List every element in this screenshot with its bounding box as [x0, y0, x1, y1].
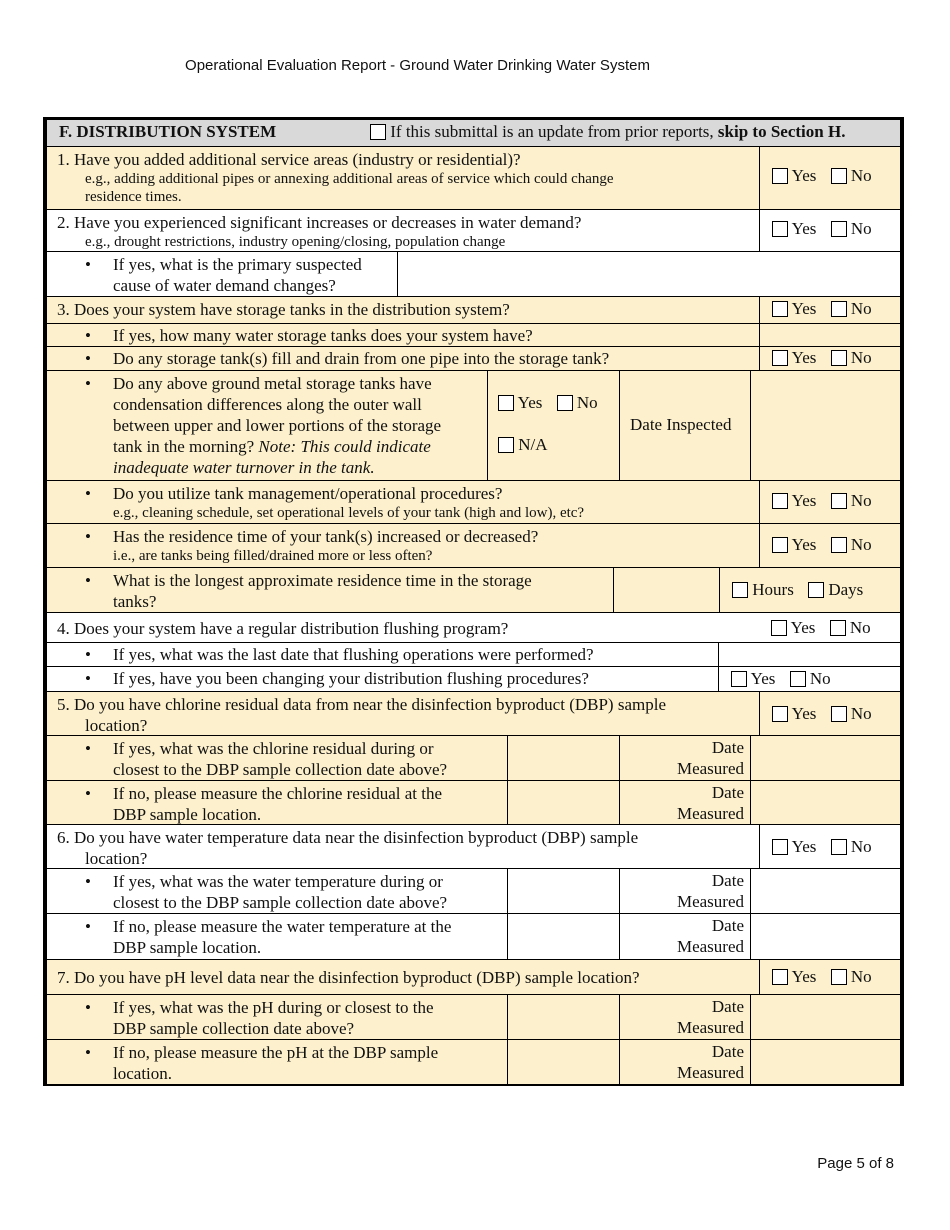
days-checkbox[interactable]	[808, 582, 824, 598]
q3-bullet2-row: • Do any storage tank(s) fill and drain from one pipe into the storage tank? Yes No	[47, 347, 900, 371]
q3-yes-checkbox[interactable]	[772, 301, 788, 317]
q3-yes-no: Yes No	[772, 299, 872, 319]
ph-measure-date-field[interactable]	[750, 1040, 900, 1084]
q3b2-yes-checkbox[interactable]	[772, 350, 788, 366]
q7-bullet1-text: If yes, what was the pH during or closest to the DBP sample collection date above?	[113, 998, 434, 1038]
page-header: Operational Evaluation Report - Ground Water Drinking Water System	[185, 57, 650, 74]
q7-yes-no: Yes No	[772, 967, 872, 987]
distribution-system-form	[43, 117, 904, 1086]
q3b5-yes-no: Yes No	[772, 535, 872, 555]
q4-row	[47, 613, 900, 643]
q6-bullet1-row: • If yes, what was the water temperature during or closest to the DBP sample collection date above? Date Measured	[47, 869, 900, 914]
water-temp-date-field[interactable]	[750, 869, 900, 913]
q3b3-na: N/A	[498, 435, 548, 455]
q3-bullet4-example: e.g., cleaning schedule, set operational levels of your tank (high and low), etc?	[113, 505, 585, 521]
q3b3-yes-no: Yes No	[498, 393, 598, 413]
q6-yes-checkbox[interactable]	[772, 839, 788, 855]
q6-bullet2-text: If no, please measure the water temperature at the DBP sample location.	[113, 917, 452, 957]
q3b2-no-checkbox[interactable]	[831, 350, 847, 366]
q3-bullet1-row: • If yes, how many water storage tanks does your system have?	[47, 324, 900, 347]
q3b4-yes-checkbox[interactable]	[772, 493, 788, 509]
hours-checkbox[interactable]	[732, 582, 748, 598]
q3-bullet3-text: Do any above ground metal storage tanks have condensation differences along the outer wall between upper and lower portions of the storage tank in the morning? Note: This could indicate inadequate water turnover in the tank.	[113, 374, 442, 477]
q3-bullet1-text: If yes, how many water storage tanks does your system have?	[113, 326, 533, 345]
q3b3-yes-checkbox[interactable]	[498, 395, 514, 411]
q6-bullet1-text: If yes, what was the water temperature during or closest to the DBP sample collection date above?	[113, 872, 448, 912]
q4b2-no-checkbox[interactable]	[790, 671, 806, 687]
ph-measure-field[interactable]	[507, 1040, 619, 1084]
q7-text: 7. Do you have pH level data near the disinfection byproduct (DBP) sample location?	[57, 968, 640, 987]
q7-bullet2-text: If no, please measure the pH at the DBP sample location.	[113, 1043, 439, 1083]
chlorine-residual-field[interactable]	[507, 736, 619, 780]
q3-row	[47, 297, 900, 324]
q4b2-yes-checkbox[interactable]	[731, 671, 747, 687]
q2-bullet1-text: If yes, what is the primary suspected	[113, 255, 362, 274]
q4-no-checkbox[interactable]	[830, 620, 846, 636]
q3b5-yes-checkbox[interactable]	[772, 537, 788, 553]
q3-bullet5-row: • Has the residence time of your tank(s) increased or decreased? i.e., are tanks being filled/drained more or less often? Yes No	[47, 524, 900, 568]
water-temp-measure-field[interactable]	[507, 914, 619, 959]
date-measured-label: Date Measured	[619, 781, 750, 824]
q1-yes-checkbox[interactable]	[772, 168, 788, 184]
q5-text: 5. Do you have chlorine residual data from near the disinfection byproduct (DBP) sample	[57, 695, 666, 714]
q2-example: e.g., drought restrictions, industry opening/closing, population change	[85, 234, 506, 250]
water-temp-field[interactable]	[507, 869, 619, 913]
q2-text: 2. Have you experienced significant increases or decreases in water demand?	[57, 213, 582, 232]
date-measured-label: Date Measured	[619, 869, 750, 913]
date-inspected-field[interactable]	[750, 371, 900, 480]
q1-no-checkbox[interactable]	[831, 168, 847, 184]
q2-bullet1-row: • If yes, what is the primary suspected cause of water demand changes?	[47, 252, 900, 297]
q6-text: 6. Do you have water temperature data near the disinfection byproduct (DBP) sample	[57, 828, 639, 847]
q3-bullet4-text: Do you utilize tank management/operational procedures?	[113, 484, 503, 503]
residence-time-field[interactable]	[613, 568, 719, 612]
q3b5-no-checkbox[interactable]	[831, 537, 847, 553]
q3b3-na-checkbox[interactable]	[498, 437, 514, 453]
q3-bullet6-row: • What is the longest approximate residence time in the storage tanks? Hours Days	[47, 568, 900, 613]
skip-checkbox[interactable]	[370, 124, 386, 140]
q5-no-checkbox[interactable]	[831, 706, 847, 722]
q3-bullet6-text: What is the longest approximate residence time in the storage tanks?	[113, 571, 532, 611]
q3-bullet5-example: i.e., are tanks being filled/drained more or less often?	[113, 548, 433, 564]
chlorine-measure-field[interactable]	[507, 781, 619, 824]
q4-bullet1-text: If yes, what was the last date that flushing operations were performed?	[113, 645, 594, 664]
q1-yes-no: Yes No	[772, 166, 872, 186]
q4-bullet1-row: • If yes, what was the last date that flushing operations were performed?	[47, 643, 900, 667]
section-title-row	[47, 120, 900, 147]
water-temp-measure-date-field[interactable]	[750, 914, 900, 959]
q3-no-checkbox[interactable]	[831, 301, 847, 317]
q6-yes-no: Yes No	[772, 837, 872, 857]
hours-days-choice: Hours Days	[732, 580, 863, 600]
q2-demand-cause-field[interactable]	[397, 252, 900, 296]
q1-text: 1. Have you added additional service areas (industry or residential)?	[57, 150, 521, 169]
date-measured-label: Date Measured	[619, 1040, 750, 1084]
q3b3-no-checkbox[interactable]	[557, 395, 573, 411]
q3-bullet4-row: • Do you utilize tank management/operational procedures? e.g., cleaning schedule, set operational levels of your tank (high and low), etc? Yes No	[47, 481, 900, 524]
q3b2-yes-no: Yes No	[772, 348, 872, 368]
q5-bullet2-row: • If no, please measure the chlorine residual at the DBP sample location. Date Measured	[47, 781, 900, 825]
q4b2-yes-no: Yes No	[731, 669, 831, 689]
q1-example-cont: residence times.	[85, 189, 182, 205]
q5-bullet1-text: If yes, what was the chlorine residual during or closest to the DBP sample collection date above?	[113, 739, 448, 779]
q6-no-checkbox[interactable]	[831, 839, 847, 855]
q3b4-yes-no: Yes No	[772, 491, 872, 511]
chlorine-measure-date-field[interactable]	[750, 781, 900, 824]
q1-example: e.g., adding additional pipes or annexing additional areas of service which could change	[85, 171, 614, 187]
q7-no-checkbox[interactable]	[831, 969, 847, 985]
chlorine-date-field[interactable]	[750, 736, 900, 780]
ph-date-field[interactable]	[750, 995, 900, 1039]
q7-bullet1-row: • If yes, what was the pH during or closest to the DBP sample collection date above? Date Measured	[47, 995, 900, 1040]
q1-row	[47, 147, 900, 210]
q5-bullet2-text: If no, please measure the chlorine residual at the DBP sample location.	[113, 784, 443, 824]
q3-bullet5-text: Has the residence time of your tank(s) increased or decreased?	[113, 527, 539, 546]
date-inspected-label: Date Inspected	[630, 415, 732, 434]
q2-no-checkbox[interactable]	[831, 221, 847, 237]
q5-yes-no: Yes No	[772, 704, 872, 724]
q2-row	[47, 210, 900, 252]
q2-yes-checkbox[interactable]	[772, 221, 788, 237]
q7-row	[47, 960, 900, 995]
date-measured-label: Date Measured	[619, 914, 750, 959]
ph-field[interactable]	[507, 995, 619, 1039]
q4-yes-checkbox[interactable]	[771, 620, 787, 636]
q7-yes-checkbox[interactable]	[772, 969, 788, 985]
q3b4-no-checkbox[interactable]	[831, 493, 847, 509]
date-measured-label: Date Measured	[619, 995, 750, 1039]
q5-bullet1-row: • If yes, what was the chlorine residual during or closest to the DBP sample collection date above? Date Measured	[47, 736, 900, 781]
q3-bullet3-row: • Do any above ground metal storage tanks have condensation differences along the outer wall between upper and lower portions of the storage tank in the morning? Note: This could indicate inadequate water turnover in the tank. Yes No N/A Date Inspected	[47, 371, 900, 481]
q3-tank-count-field[interactable]	[759, 324, 900, 346]
q6-row: 6. Do you have water temperature data near the disinfection byproduct (DBP) sample location? Yes No	[47, 825, 900, 869]
last-flushing-date-field[interactable]	[718, 643, 900, 666]
section-title: F. DISTRIBUTION SYSTEM	[59, 122, 277, 141]
q4-yes-no: Yes No	[771, 618, 871, 638]
q6-bullet2-row: • If no, please measure the water temperature at the DBP sample location. Date Measured	[47, 914, 900, 960]
q5-row: 5. Do you have chlorine residual data from near the disinfection byproduct (DBP) sample location? Yes No	[47, 692, 900, 736]
q3-bullet2-text: Do any storage tank(s) fill and drain from one pipe into the storage tank?	[113, 349, 610, 368]
page-number: Page 5 of 8	[817, 1155, 894, 1172]
q4-text: 4. Does your system have a regular distribution flushing program?	[57, 619, 509, 638]
q7-bullet2-row: • If no, please measure the pH at the DBP sample location. Date Measured	[47, 1040, 900, 1084]
q5-yes-checkbox[interactable]	[772, 706, 788, 722]
q4-bullet2-text: If yes, have you been changing your distribution flushing procedures?	[113, 669, 589, 688]
q2-yes-no: Yes No	[772, 219, 872, 239]
date-measured-label: Date Measured	[619, 736, 750, 780]
q3-text: 3. Does your system have storage tanks in the distribution system?	[57, 300, 510, 319]
q4-bullet2-row: • If yes, have you been changing your distribution flushing procedures? Yes No	[47, 667, 900, 692]
skip-note: If this submittal is an update from prior reports, skip to Section H.	[370, 122, 845, 142]
